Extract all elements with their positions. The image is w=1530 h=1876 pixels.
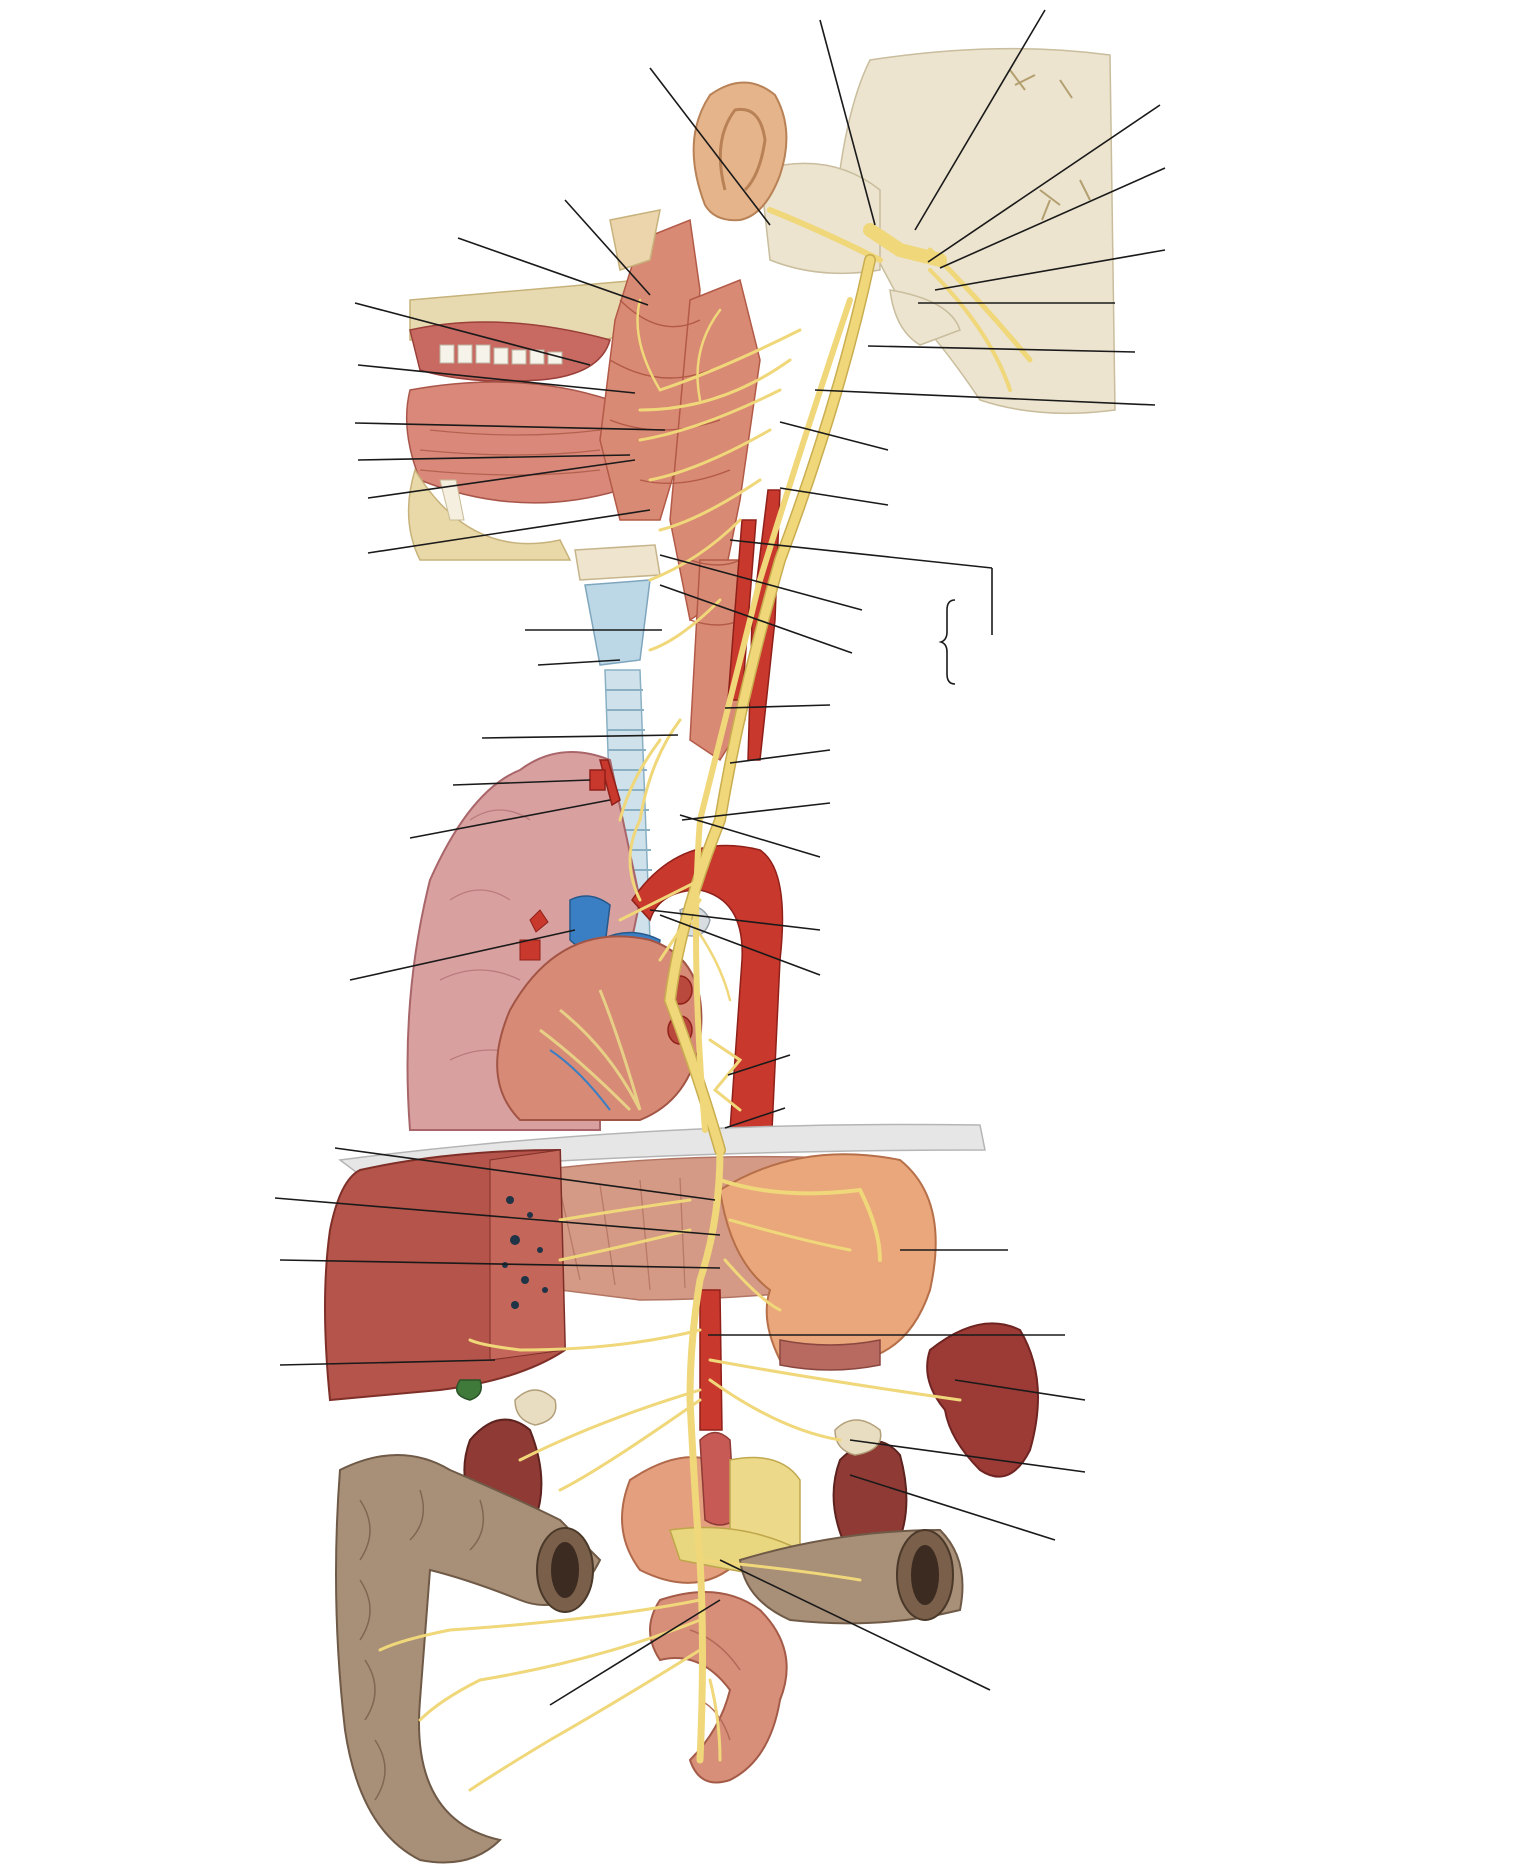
ascending-colon — [336, 1455, 600, 1863]
spleen — [927, 1323, 1038, 1476]
small-intestine — [650, 1592, 787, 1783]
